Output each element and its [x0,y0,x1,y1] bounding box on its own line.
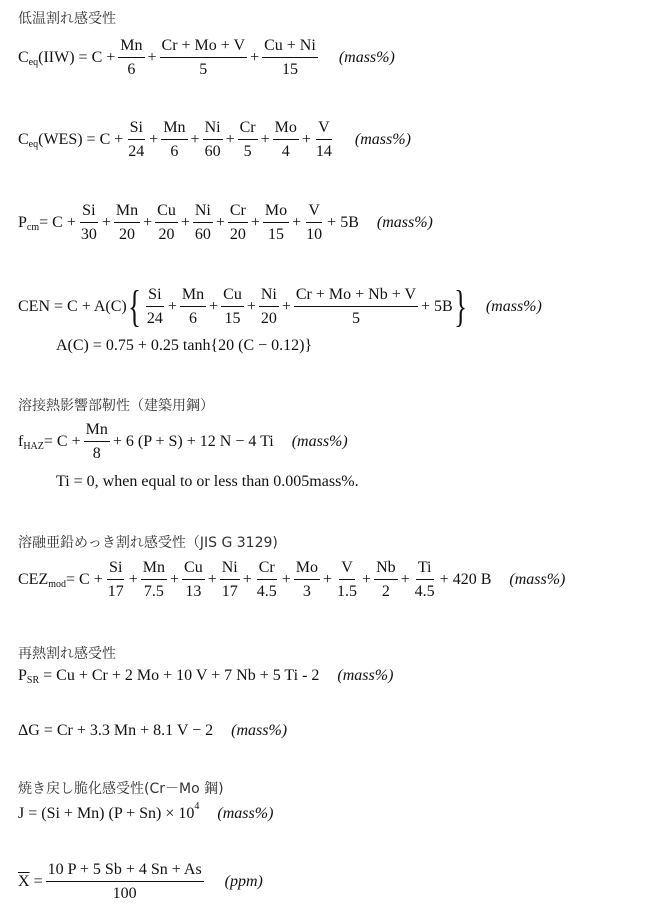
heading-cold-cracking: 低温割れ感受性 [18,11,116,27]
heading-haz-toughness: 溶接熱影響部靭性（建築用鋼） [18,398,214,414]
heading-temper-embrittlement: 焼き戻し脆化感受性(Cr－Mo 鋼) [18,781,224,797]
ti-note: Ti = 0, when equal to or less than 0.005mass%. [56,473,359,490]
heading-reheat-cracking: 再熱割れ感受性 [18,646,116,662]
delta-g-formula: ΔG = Cr + 3.3 Mn + 8.1 V − 2 (mass%) [18,722,288,739]
heading-galvanizing-cracking: 溶融亜鉛めっき割れ感受性（JIS G 3129) [18,535,278,551]
xbar-formula: $\overline{X}$ = $\frac{10 P + 5 Sb + 4 Sn + As}{100}$ (ppm) [18,861,263,902]
psr-formula: P SR = Cu + Cr + 2 Mo + 10 V + 7 Nb + 5 Ti - 2 (mass%) [18,667,394,686]
ceq-wes-formula: C eq (WES) = C + $\frac{Si}{24}$ + $\frac{Mn}{6}$ + $\frac{Ni}{60}$ + $\frac{Cr}{5}$ + $\frac{Mo}{4}$ + $\frac{V}{14}$ (mass%) [18,119,411,160]
fraction: $\frac{Cu + Ni}{15}$ [264,37,316,78]
cen-formula: CEN = C + A(C) { $\frac{Si}{24}$ + $\frac{Mn}{6}$ + $\frac{Cu}{15}$ + $\frac{Ni}{20}$ + $\frac{Cr + Mo + Nb + V}{5}$ + 5B } (mass%) [18,282,542,331]
cez-mod-formula: CEZ mod = C + $\frac{Si}{17}$ + $\frac{Mn}{7.5}$ + $\frac{Cu}{13}$ + $\frac{Ni}{17}$ + $\frac{Cr}{4.5}$ + $\frac{Mo}{3}$ + $\frac{V}{1.5}$ + $\frac{Nb}{2}$ + $\frac{Ti}{4.5}$ + 420 B (mass%) [18,559,566,600]
fraction: $\frac{Mn}{6}$ [120,37,143,78]
ceq-iiw-formula: C eq (IIW) = C + $\frac{Mn}{6}$ + $\frac{Cr + Mo + V}{5}$ + $\frac{Cu + Ni}{15}$ (mass%) [18,37,395,78]
fraction: $\frac{Cr + Mo + V}{5}$ [161,37,246,78]
ac-formula: A(C) = 0.75 + 0.25 tanh{20 (C − 0.12)} [56,337,313,354]
fhaz-formula: f HAZ = C + $\frac{Mn}{8}$ + 6 (P + S) + 12 N − 4 Ti (mass%) [18,421,348,462]
j-factor-formula: J = (Si + Mn) (P + Sn) × 10 4 (mass%) [18,801,274,822]
pcm-formula: P cm = C + $\frac{Si}{30}$ + $\frac{Mn}{20}$ + $\frac{Cu}{20}$ + $\frac{Ni}{60}$ + $\frac{Cr}{20}$ + $\frac{Mo}{15}$ + $\frac{V}{10}$ + 5B (mass%) [18,202,433,243]
